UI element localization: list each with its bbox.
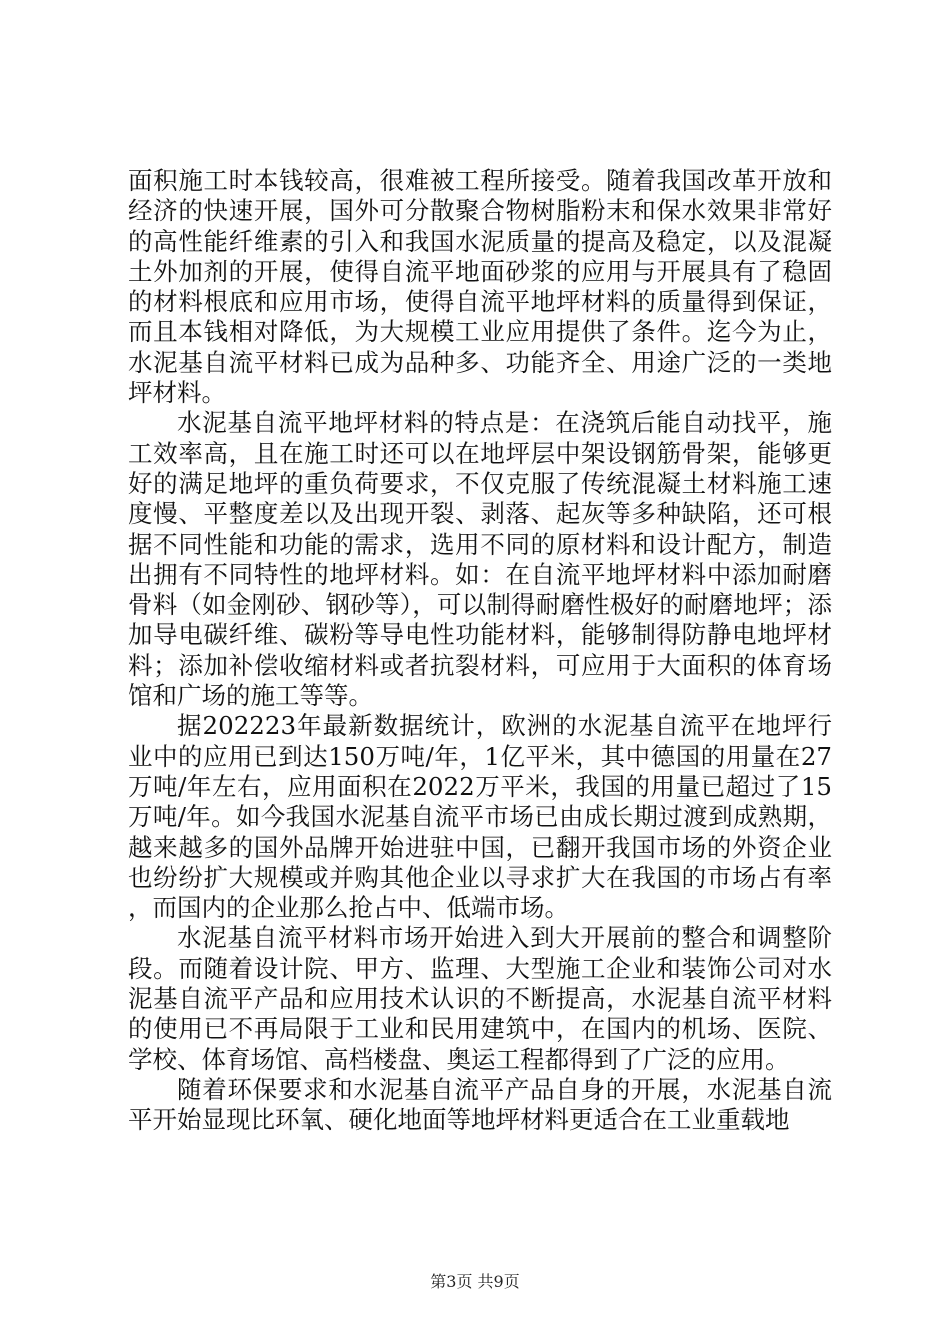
- paragraph: 随着环保要求和水泥基自流平产品自身的开展，水泥基自流平开始显现比环氧、硬化地面等地坪材料更适合在工业重载地: [128, 1074, 832, 1135]
- paragraph-continuation: 面积施工时本钱较高，很难被工程所接受。随着我国改革开放和经济的快速开展，国外可分散聚合物树脂粉末和保水效果非常好的高性能纤维素的引入和我国水泥质量的提高及稳定，以及混凝土外加剂的开展，使得自流平地面砂浆的应用与开展具有了稳固的材料根底和应用市场，使得自流平地坪材料的质量得到保证，而且本钱相对降低，为大规模工业应用提供了条件。迄今为止，水泥基自流平材料已成为品种多、功能齐全、用途广泛的一类地坪材料。: [128, 166, 832, 408]
- paragraph: 水泥基自流平材料市场开始进入到大开展前的整合和调整阶段。而随着设计院、甲方、监理、大型施工企业和装饰公司对水泥基自流平产品和应用技术认识的不断提高，水泥基自流平材料的使用已不再局限于工业和民用建筑中，在国内的机场、医院、学校、体育场馆、高档楼盘、奥运工程都得到了广泛的应用。: [128, 923, 832, 1074]
- document-body: [128, 166, 832, 1136]
- paragraph: 水泥基自流平地坪材料的特点是：在浇筑后能自动找平，施工效率高，且在施工时还可以在地坪层中架设钢筋骨架，能够更好的满足地坪的重负荷要求，不仅克服了传统混凝土材料施工速度慢、平整度差以及出现开裂、剥落、起灰等多种缺陷，还可根据不同性能和功能的需求，选用不同的原材料和设计配方，制造出拥有不同特性的地坪材料。如：在自流平地坪材料中添加耐磨骨料（如金刚砂、钢砂等），可以制得耐磨性极好的耐磨地坪；添加导电碳纤维、碳粉等导电性功能材料，能够制得防静电地坪材料；添加补偿收缩材料或者抗裂材料，可应用于大面积的体育场馆和广场的施工等等。: [128, 408, 832, 711]
- page-number: 第3页 共9页: [430, 1272, 520, 1291]
- paragraph: 据202223年最新数据统计，欧洲的水泥基自流平在地坪行业中的应用已到达150万吨/年，1亿平米，其中德国的用量在27万吨/年左右，应用面积在2022万平米，我国的用量已超过了15万吨/年。如今我国水泥基自流平市场已由成长期过渡到成熟期，越来越多的国外品牌开始进驻中国，已翻开我国市场的外资企业也纷纷扩大规模或并购其他企业以寻求扩大在我国的市场占有率，而国内的企业那么抢占中、低端市场。: [128, 711, 832, 923]
- page-footer: [0, 1272, 950, 1292]
